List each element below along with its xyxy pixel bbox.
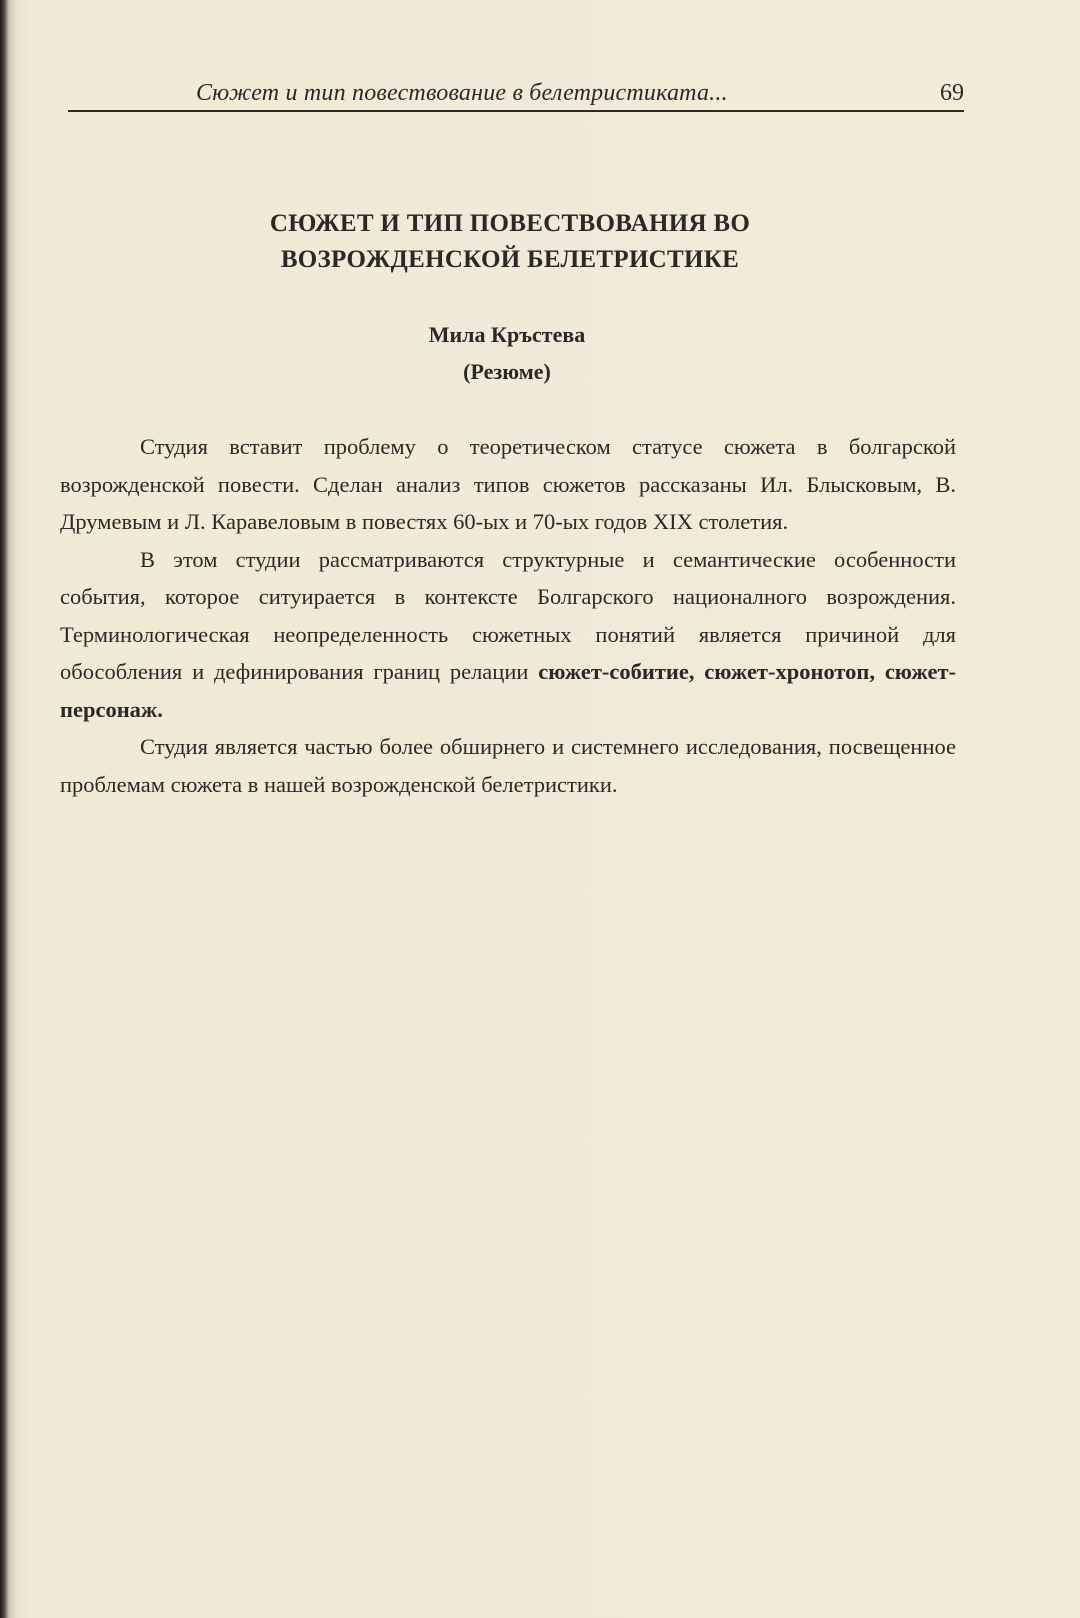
section-label: (Резюме) — [463, 359, 551, 384]
article-title-line-2: ВОЗРОЖДЕНСКОЙ БЕЛЕТРИСТИКЕ — [280, 246, 740, 273]
paragraph-1: Студия вставит проблему о теоретическом статусе сюжета в болгарской возрожденской повести. Сделан анализ типов сюжетов рассказаны Ил. Блысковым, В. Друмевым и Л. Каравеловым в повестях 60-ых и 70-ых годов XIX столетия. — [60, 434, 956, 534]
article-title-line-1: СЮЖЕТ И ТИП ПОВЕСТВОВАНИЯ ВО — [269, 210, 751, 237]
page-number: 69 — [940, 80, 964, 106]
paragraph-2 — [60, 541, 956, 729]
paragraph-2-terms: сюжет-собитие, сюжет-хронотоп, сюжет-персонаж. — [60, 659, 956, 722]
body-text — [60, 428, 956, 803]
running-header — [68, 78, 964, 112]
running-title: Сюжет и тип повествование в белетристиката... — [196, 80, 728, 106]
paragraph-2-text: В этом студии рассматриваются структурные и семантические особенности события, которое ситуирается в контексте Болгарского националного возрождения. Терминологическая неопределенность сюжетных понятий является причиной для обособления и дефинирования границ релации — [60, 546, 956, 684]
paragraph-3: Студия является частью более обширнего и системнего исследования, посвещенное проблемам сюжета в нашей возрожденской белетристики. — [60, 734, 956, 797]
article-title — [120, 206, 900, 278]
author-name: Мила Кръстева — [428, 322, 586, 347]
